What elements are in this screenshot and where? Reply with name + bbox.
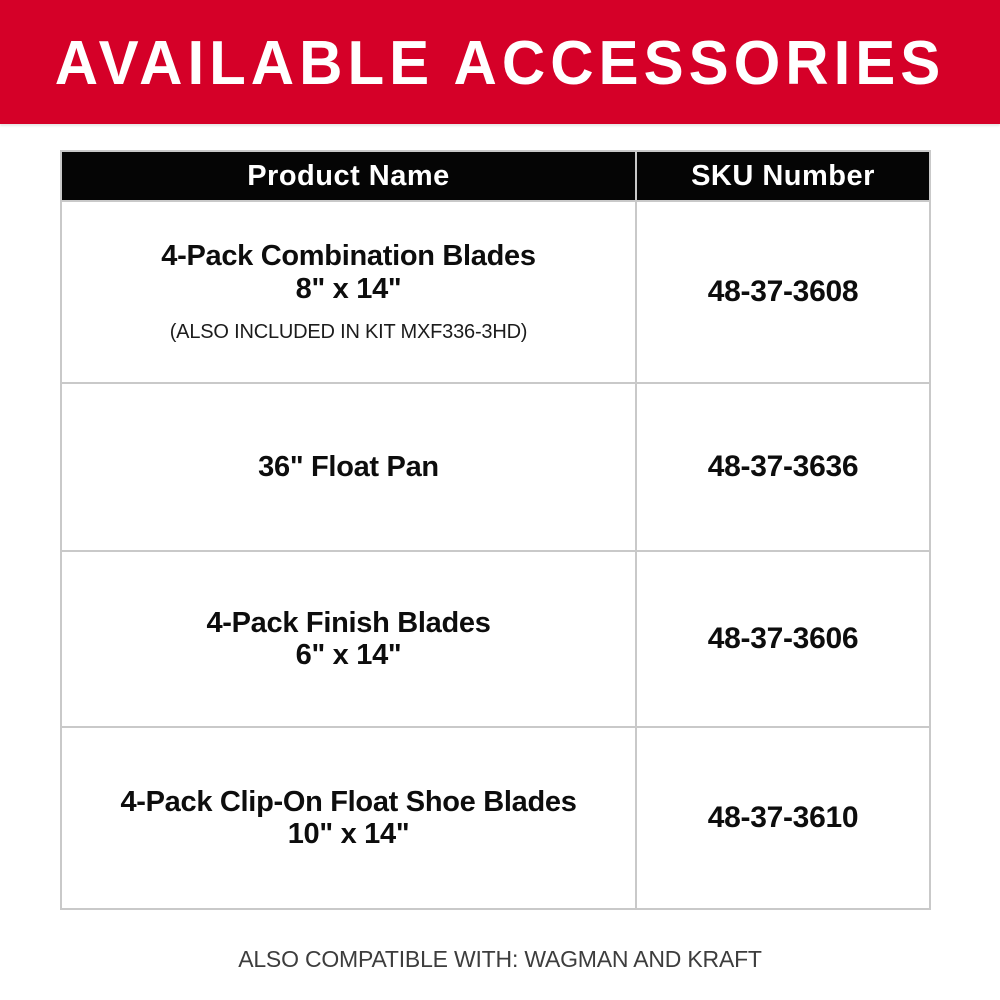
column-header-sku-number: SKU Number xyxy=(635,152,929,200)
sku-cell xyxy=(635,552,929,726)
product-name-line: 10" x 14" xyxy=(287,818,410,850)
page-title: AVAILABLE ACCESSORIES xyxy=(54,27,946,97)
accessories-table xyxy=(60,150,931,910)
table-row xyxy=(62,726,929,908)
product-name-cell xyxy=(62,552,635,726)
product-name-line: 4-Pack Finish Blades xyxy=(206,606,491,639)
product-name xyxy=(258,451,439,483)
product-name xyxy=(206,607,490,672)
product-name-line: 6" x 14" xyxy=(295,639,402,671)
sku-cell xyxy=(635,202,929,382)
sku-cell xyxy=(635,384,929,550)
table-row xyxy=(62,200,929,382)
product-note: (ALSO INCLUDED IN KIT MXF336-3HD) xyxy=(169,320,528,343)
product-name-line: 4-Pack Combination Blades xyxy=(161,240,536,273)
table-row xyxy=(62,550,929,726)
product-name-line: 36" Float Pan xyxy=(258,450,439,483)
product-name-cell xyxy=(62,384,635,550)
banner xyxy=(0,0,1000,124)
product-name-line: 8" x 14" xyxy=(295,272,402,305)
compatibility-note: ALSO COMPATIBLE WITH: WAGMAN AND KRAFT xyxy=(238,946,762,972)
product-name-cell xyxy=(62,202,635,382)
column-header-product-name: Product Name xyxy=(247,159,450,192)
compatibility-footer xyxy=(0,946,1000,973)
sku-number: 48-37-3608 xyxy=(707,275,859,308)
table-header-row xyxy=(62,152,929,200)
sku-number: 48-37-3606 xyxy=(707,622,859,655)
product-name-cell xyxy=(62,728,635,908)
product-name-line: 4-Pack Clip-On Float Shoe Blades xyxy=(120,785,577,818)
product-name xyxy=(161,240,535,305)
sku-number: 48-37-3636 xyxy=(707,450,859,483)
sku-number: 48-37-3610 xyxy=(707,801,859,834)
table-row xyxy=(62,382,929,550)
product-name xyxy=(120,786,576,851)
sku-cell xyxy=(635,728,929,908)
